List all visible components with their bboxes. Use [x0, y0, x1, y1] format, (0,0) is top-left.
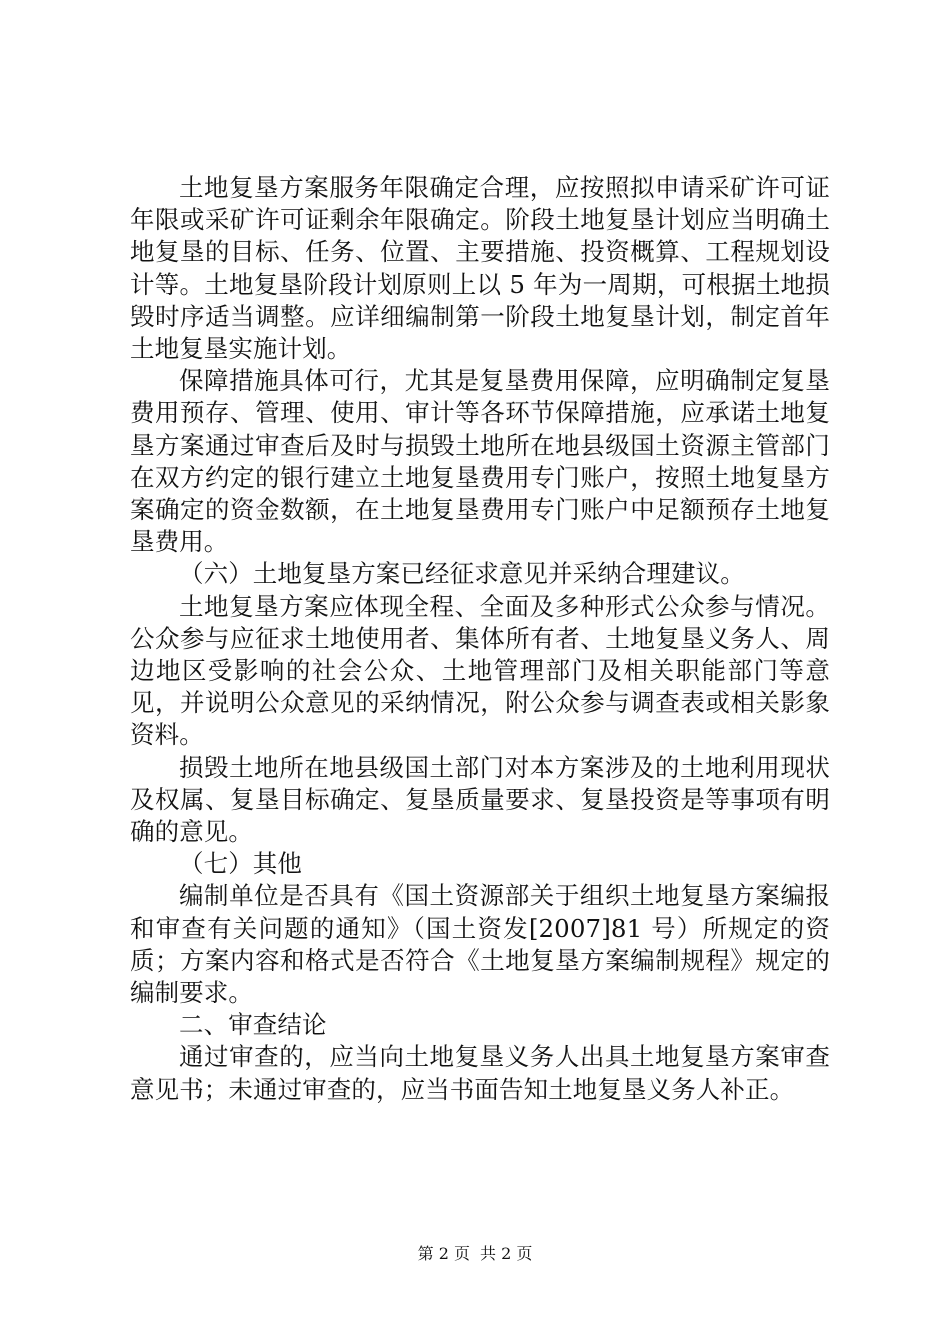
paragraph-guarantee-measures: 保障措施具体可行，尤其是复垦费用保障，应明确制定复垦费用预存、管理、使用、审计等各环节保障措施，应承诺土地复垦方案通过审查后及时与损毁土地所在地县级国土资源主管部门在双方约定的银行建立土地复垦费用专门账户，按照土地复垦方案确定的资金数额，在土地复垦费用专门账户中足额预存土地复垦费用。 [130, 366, 830, 557]
paragraph-conclusion: 通过审查的，应当向土地复垦义务人出具土地复垦方案审查意见书；未通过审查的，应当书面告知土地复垦义务人补正。 [130, 1042, 830, 1104]
document-body [130, 172, 830, 1106]
paragraph-public-participation: 土地复垦方案应体现全程、全面及多种形式公众参与情况。公众参与应征求土地使用者、集体所有者、土地复垦义务人、周边地区受影响的社会公众、土地管理部门及相关职能部门等意见，并说明公众意见的采纳情况，附公众参与调查表或相关影象资料。 [130, 591, 830, 750]
page-number: 第 2 页 [417, 1244, 470, 1263]
section-heading-conclusion: 二、审查结论 [179, 1010, 327, 1040]
paragraph-service-years: 土地复垦方案服务年限确定合理，应按照拟申请采矿许可证年限或采矿许可证剩余年限确定。阶段土地复垦计划应当明确土地复垦的目标、任务、位置、主要措施、投资概算、工程规划设计等。土地复垦阶段计划原则上以 5 年为一周期，可根据土地损毁时序适当调整。应详细编制第一阶段土地复垦计划，制定首年土地复垦实施计划。 [130, 173, 830, 364]
paragraph-qualification: 编制单位是否具有《国土资源部关于组织土地复垦方案编报和审查有关问题的通知》（国土资发[2007]81 号）所规定的资质；方案内容和格式是否符合《土地复垦方案编制规程》规定的编制要求。 [130, 881, 830, 1008]
section-heading-six: （六）土地复垦方案已经征求意见并采纳合理建议。 [179, 559, 745, 589]
page-footer [0, 1244, 950, 1264]
section-heading-seven: （七）其他 [179, 849, 302, 879]
total-pages: 共 2 页 [480, 1244, 533, 1263]
paragraph-county-opinion: 损毁土地所在地县级国土部门对本方案涉及的土地利用现状及权属、复垦目标确定、复垦质量要求、复垦投资是等事项有明确的意见。 [130, 752, 830, 847]
